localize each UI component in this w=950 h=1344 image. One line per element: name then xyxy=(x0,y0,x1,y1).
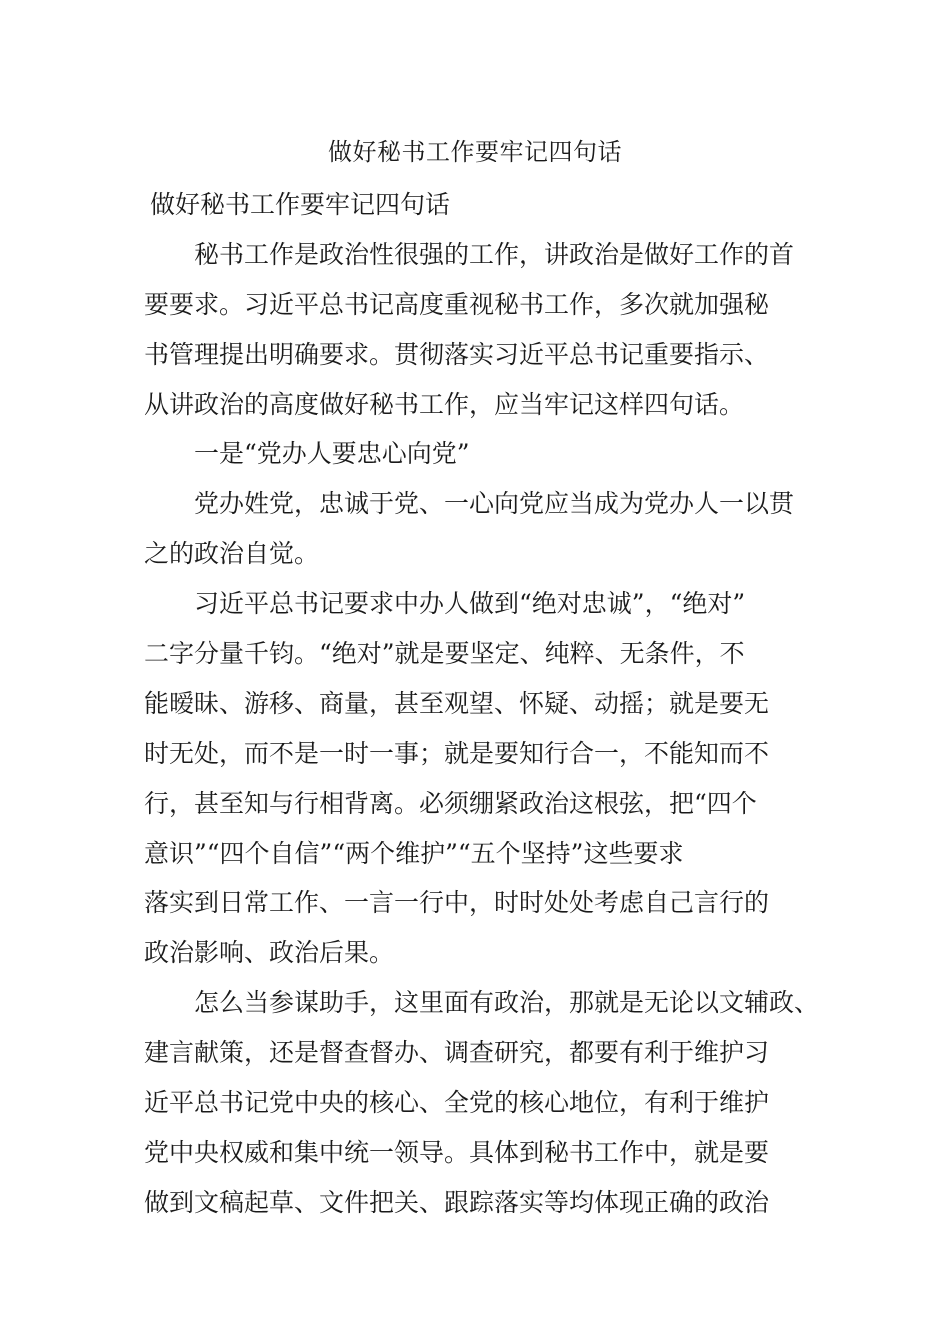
paragraph-line: 党办姓党，忠诚于党、一心向党应当成为党办人一以贯 xyxy=(194,489,795,519)
document-subtitle: 做好秘书工作要牢记四句话 xyxy=(150,190,451,219)
paragraph-line: 做到文稿起草、文件把关、跟踪落实等均体现正确的政治 xyxy=(144,1187,770,1217)
paragraph-line: 建言献策，还是督查督办、调查研究，都要有利于维护习 xyxy=(144,1038,770,1068)
paragraph-line: 之的政治自觉。 xyxy=(144,539,320,569)
paragraph-line: 落实到日常工作、一言一行中，时时处处考虑自己言行的 xyxy=(144,888,770,918)
document-title: 做好秘书工作要牢记四句话 xyxy=(328,138,622,166)
paragraph-line: 要要求。习近平总书记高度重视秘书工作，多次就加强秘 xyxy=(144,289,770,319)
paragraph-line: 党中央权威和集中统一领导。具体到秘书工作中，就是要 xyxy=(144,1137,770,1167)
paragraph-line: 秘书工作是政治性很强的工作，讲政治是做好工作的首 xyxy=(194,239,795,269)
paragraph-line: 书管理提出明确要求。贯彻落实习近平总书记重要指示、 xyxy=(144,339,770,369)
paragraph-line: 能暧昧、游移、商量，甚至观望、怀疑、动摇；就是要无 xyxy=(144,688,770,718)
paragraph-line: 怎么当参谋助手，这里面有政治，那就是无论以文辅政、 xyxy=(194,988,820,1018)
document-body xyxy=(144,180,820,1228)
section-heading: 一是“党办人要忠心向党” xyxy=(194,439,470,469)
paragraph-line: 行，甚至知与行相背离。必须绷紧政治这根弦，把“四个 xyxy=(144,788,757,818)
paragraph-line: 从讲政治的高度做好秘书工作，应当牢记这样四句话。 xyxy=(144,389,745,419)
paragraph-line: 近平总书记党中央的核心、全党的核心地位，有利于维护 xyxy=(144,1088,770,1118)
paragraph-line: 习近平总书记要求中办人做到“绝对忠诚”，“绝对” xyxy=(194,589,746,619)
paragraph-line: 意识”“四个自信”“两个维护”“五个坚持”这些要求 xyxy=(144,838,684,868)
paragraph-line: 二字分量千钧。“绝对”就是要坚定、纯粹、无条件，不 xyxy=(144,639,745,669)
paragraph-line: 时无处，而不是一时一事；就是要知行合一，不能知而不 xyxy=(144,738,770,768)
paragraph-line: 政治影响、政治后果。 xyxy=(144,938,395,968)
